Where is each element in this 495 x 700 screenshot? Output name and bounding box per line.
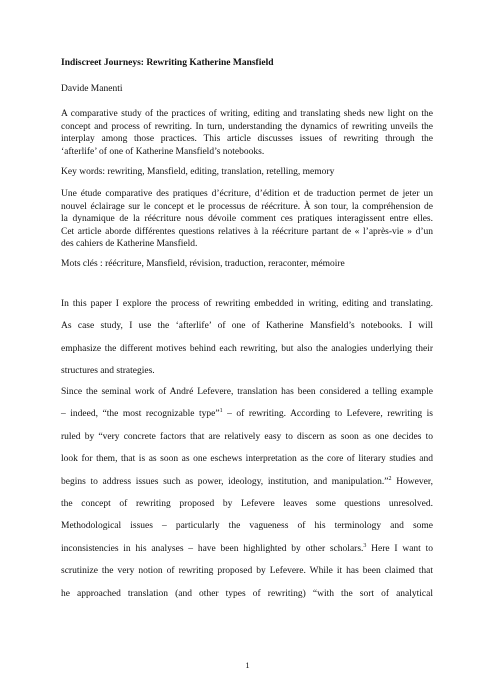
body-line: he approached translation (and other types of rewriting) “with the sort of analytical [61,588,433,599]
body-line: scrutinize the very notion of rewriting proposed by Lefevere. While it has been claimed that [61,566,433,577]
footnote-ref[interactable]: 1 [219,408,223,415]
abstract-line: concept and process of rewriting. In turn, understanding the dynamics of rewriting unveils the [61,121,433,132]
page-number: 1 [245,660,250,670]
abstract-line: des cahiers de Katherine Mansfield. [61,239,198,250]
abstract-french [61,188,433,251]
body-line: emphasize the different motives behind each rewriting, but also the analogies underlying their [61,343,433,354]
abstract-line: A comparative study of the practices of writing, editing and translating sheds new light on the [61,109,433,119]
keywords-english: Key words: rewriting, Mansfield, editing, translation, retelling, memory [61,167,335,177]
body-text: begins to address issues such as power, ideology, institution, and manipulation.” [61,476,389,487]
body-line: In this paper I explore the process of rewriting embedded in writing, editing and translating. [61,299,433,309]
body-paragraph-2 [61,381,433,605]
body-paragraph-1 [61,293,433,383]
body-line [61,471,433,493]
body-line [61,538,433,560]
abstract-english [61,108,433,158]
body-line: ruled by “very concrete factors that are relatively easy to discern as soon as one decides to [61,431,433,442]
body-text: inconsistencies in his analyses – have been highlighted by other scholars. [61,543,364,554]
body-line: As case study, I use the ‘afterlife’ of one of Katherine Mansfield’s notebooks. I will [61,321,433,332]
keywords-french: Mots clés : réécriture, Mansfield, révision, traduction, reraconter, mémoire [61,259,345,269]
author-name: Davide Manenti [61,84,123,94]
body-line: look for them, that is as soon as one eschews interpretation as the core of literary studies and [61,454,433,465]
body-text: However, [391,476,433,487]
body-text: Here I want to [366,543,433,554]
body-text: – of rewriting. According to Lefevere, rewriting is [222,409,434,420]
abstract-line: nouvel éclairage sur le concept et le processus de réécriture. À son tour, la compréhension de [61,201,433,212]
abstract-line: ‘afterlife’ of one of Katherine Mansfield’s notebooks. [61,146,265,157]
abstract-line: interplay among those practices. This article discusses issues of rewriting through the [61,134,433,145]
abstract-line: la dynamique de la réécriture nous dévoile comment ces pratiques interagissent entre elles. [61,214,433,225]
body-line: structures and strategies. [61,366,155,377]
body-text: – indeed, “the most recognizable type” [61,409,220,420]
article-title: Indiscreet Journeys: Rewriting Katherine Mansfield [61,58,274,68]
body-line: the concept of rewriting proposed by Lefevere leaves some questions unresolved. [61,498,433,509]
footnote-ref[interactable]: 3 [363,542,367,549]
abstract-line: Cet article aborde différentes questions relatives à la réécriture partant de « l’après-vie » d’un [61,226,433,237]
body-line [61,403,433,425]
body-line: Since the seminal work of André Lefevere, translation has been considered a telling example [61,387,433,397]
footnote-ref[interactable]: 2 [388,475,392,482]
abstract-line: Une étude comparative des pratiques d’écriture, d’édition et de traduction permet de jeter un [61,189,433,199]
body-line: Methodological issues – particularly the vagueness of his terminology and some [61,521,433,532]
